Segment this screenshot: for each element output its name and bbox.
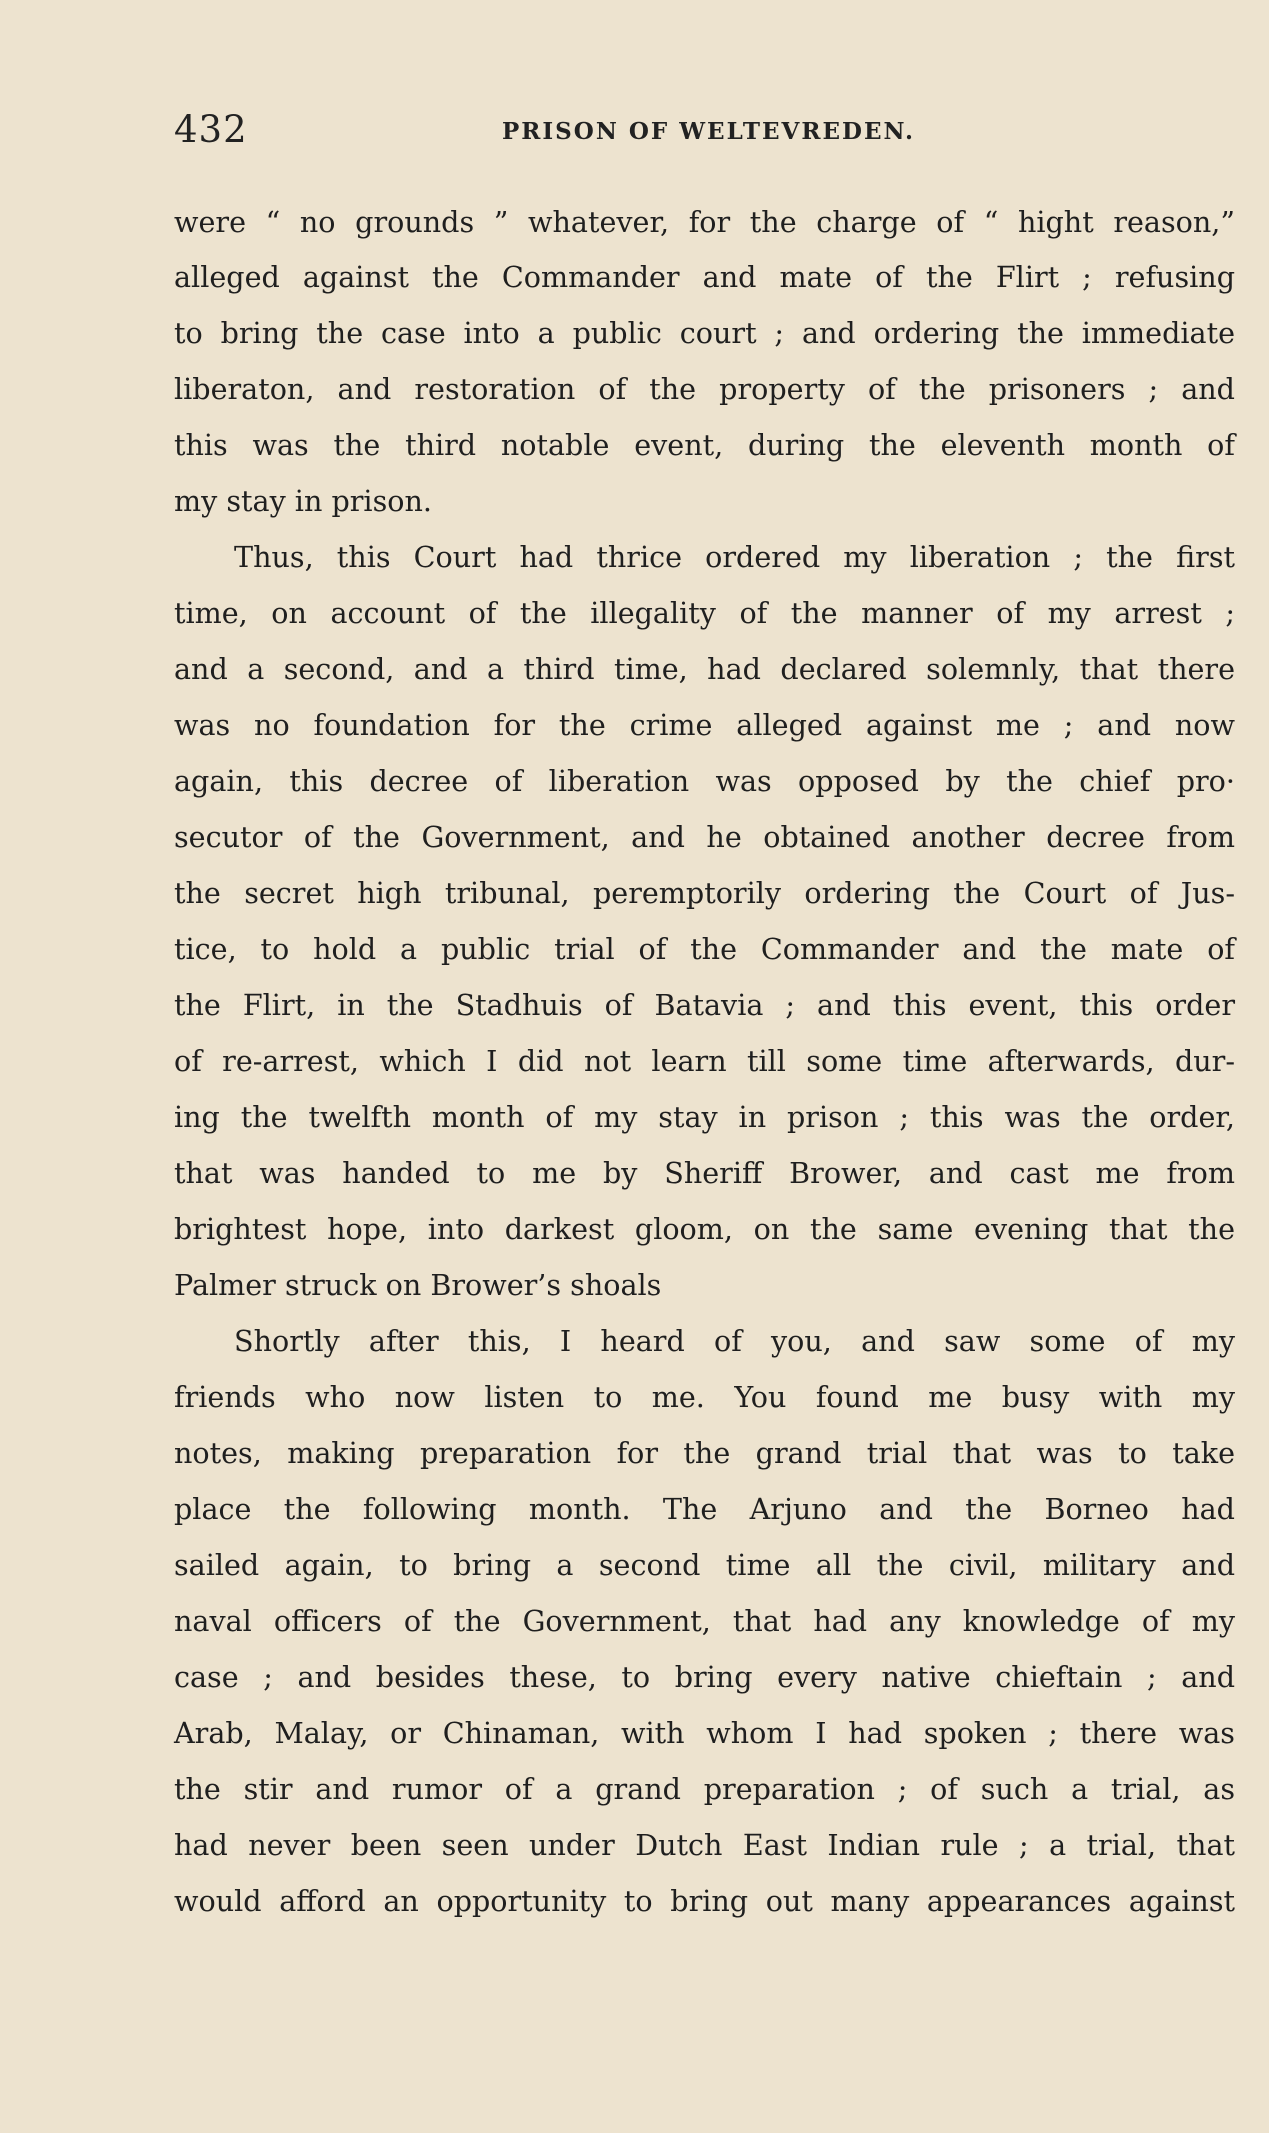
text-line: would afford an opportunity to bring out many appearances against bbox=[174, 1884, 1235, 1918]
text-line: my stay in prison. bbox=[174, 484, 432, 518]
paragraph-first-line: Shortly after this, I heard of you, and saw some of my bbox=[234, 1324, 1235, 1358]
text-line: the Flirt, in the Stadhuis of Batavia ; and this event, this order bbox=[174, 988, 1235, 1022]
text-line: again, this decree of liberation was opposed by the chief pro· bbox=[174, 764, 1235, 798]
text-line: friends who now listen to me. You found me busy with my bbox=[174, 1380, 1235, 1414]
text-line: sailed again, to bring a second time all the civil, military and bbox=[174, 1548, 1235, 1582]
text-line: that was handed to me by Sheriff Brower, and cast me from bbox=[174, 1156, 1235, 1190]
paragraph-first-line: Thus, this Court had thrice ordered my liberation ; the first bbox=[234, 540, 1235, 574]
text-line: notes, making preparation for the grand trial that was to take bbox=[174, 1436, 1235, 1470]
text-line: of re-arrest, which I did not learn till some time afterwards, dur- bbox=[174, 1044, 1235, 1078]
text-line: tice, to hold a public trial of the Commander and the mate of bbox=[174, 932, 1235, 966]
text-line: naval officers of the Government, that had any knowledge of my bbox=[174, 1604, 1235, 1638]
page-number: 432 bbox=[174, 108, 248, 151]
text-line: to bring the case into a public court ; and ordering the immediate bbox=[174, 316, 1235, 350]
text-line: this was the third notable event, during the eleventh month of bbox=[174, 428, 1235, 462]
text-line: case ; and besides these, to bring every native chieftain ; and bbox=[174, 1660, 1235, 1694]
text-line: liberaton, and restoration of the property of the prisoners ; and bbox=[174, 372, 1235, 406]
text-line: the secret high tribunal, peremptorily ordering the Court of Jus- bbox=[174, 876, 1235, 910]
text-line: alleged against the Commander and mate of the Flirt ; refusing bbox=[174, 260, 1235, 294]
text-line: secutor of the Government, and he obtained another decree from bbox=[174, 820, 1235, 854]
text-line: ing the twelfth month of my stay in prison ; this was the order, bbox=[174, 1100, 1235, 1134]
text-line: were “ no grounds ” whatever, for the charge of “ hight reason,” bbox=[174, 205, 1235, 239]
text-line: Arab, Malay, or Chinaman, with whom I had spoken ; there was bbox=[174, 1716, 1235, 1750]
text-line: the stir and rumor of a grand preparation ; of such a trial, as bbox=[174, 1772, 1235, 1806]
text-line: and a second, and a third time, had declared solemnly, that there bbox=[174, 652, 1235, 686]
text-line: had never been seen under Dutch East Indian rule ; a trial, that bbox=[174, 1828, 1235, 1862]
text-line: was no foundation for the crime alleged against me ; and now bbox=[174, 708, 1235, 742]
text-line: place the following month. The Arjuno and the Borneo had bbox=[174, 1492, 1235, 1526]
running-title: PRISON OF WELTEVREDEN. bbox=[502, 118, 916, 145]
text-line: Palmer struck on Brower’s shoals bbox=[174, 1268, 662, 1302]
text-line: brightest hope, into darkest gloom, on the same evening that the bbox=[174, 1212, 1235, 1246]
text-line: time, on account of the illegality of the manner of my arrest ; bbox=[174, 596, 1235, 630]
